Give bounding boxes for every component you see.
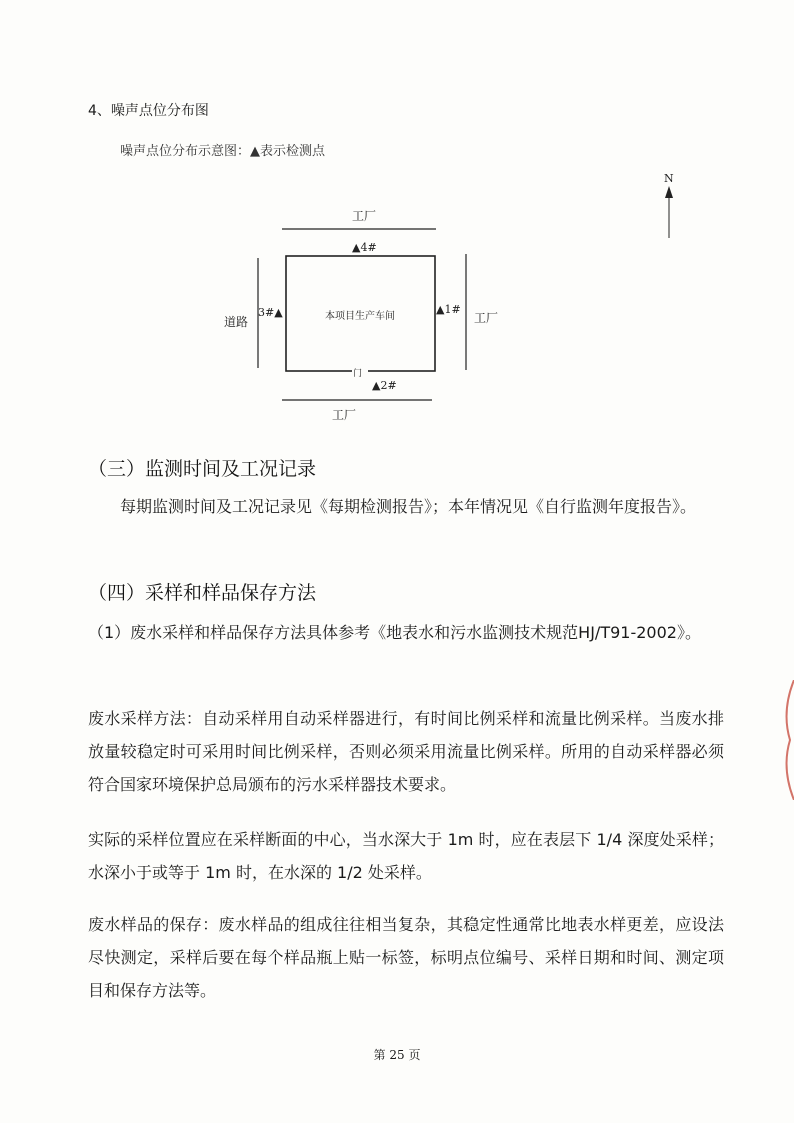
road-label: 道路 bbox=[224, 315, 249, 329]
paragraph-1: （1）废水采样和样品保存方法具体参考《地表水和污水监测技术规范HJ/T91-2002》。 bbox=[88, 623, 701, 642]
seal-edge-icon bbox=[782, 680, 794, 800]
section-3-heading: （三）监测时间及工况记录 bbox=[88, 458, 317, 480]
point-2: ▲2# bbox=[372, 379, 397, 392]
point-3: 3#▲ bbox=[258, 306, 283, 319]
bottom-factory-label: 工厂 bbox=[332, 408, 357, 422]
paragraph-3: 实际的采样位置应在采样断面的中心，当水深大于 1m 时，应在表层下 1/4 深度处采样；水深小于或等于 1m 时，在水深的 1/2 处采样。 bbox=[88, 830, 724, 882]
diagram-caption: 噪声点位分布示意图：▲表示检测点 bbox=[120, 144, 325, 159]
gate-label: 门 bbox=[353, 369, 363, 379]
page-number: 第 25 页 bbox=[373, 1048, 421, 1062]
paragraph-4: 废水样品的保存：废水样品的组成往往相当复杂，其稳定性通常比地表水样更差，应设法尽快测定，采样后要在每个样品瓶上贴一标签，标明点位编号、采样日期和时间、测定项目和保存方法等。 bbox=[88, 915, 724, 1000]
section-3-paragraph: 每期监测时间及工况记录见《每期检测报告》；本年情况见《自行监测年度报告》。 bbox=[120, 497, 697, 516]
north-arrow-icon bbox=[665, 186, 673, 198]
point-4: ▲4# bbox=[352, 241, 377, 254]
top-factory-label: 工厂 bbox=[352, 209, 377, 223]
section-4b-heading: （四）采样和样品保存方法 bbox=[88, 582, 317, 604]
paragraph-2: 废水采样方法：自动采样用自动采样器进行，有时间比例采样和流量比例采样。当废水排放量较稳定时可采用时间比例采样，否则必须采用流量比例采样。所用的自动采样器必须符合国家环境保护总局颁布的污水采样器技术要求。 bbox=[88, 709, 724, 794]
section-4-heading: 4、噪声点位分布图 bbox=[88, 103, 209, 119]
right-factory-label: 工厂 bbox=[474, 311, 499, 325]
noise-point-diagram bbox=[0, 0, 794, 440]
building-label: 本项目生产车间 bbox=[325, 311, 395, 322]
north-label: N bbox=[664, 172, 674, 185]
point-1: ▲1# bbox=[436, 303, 461, 316]
